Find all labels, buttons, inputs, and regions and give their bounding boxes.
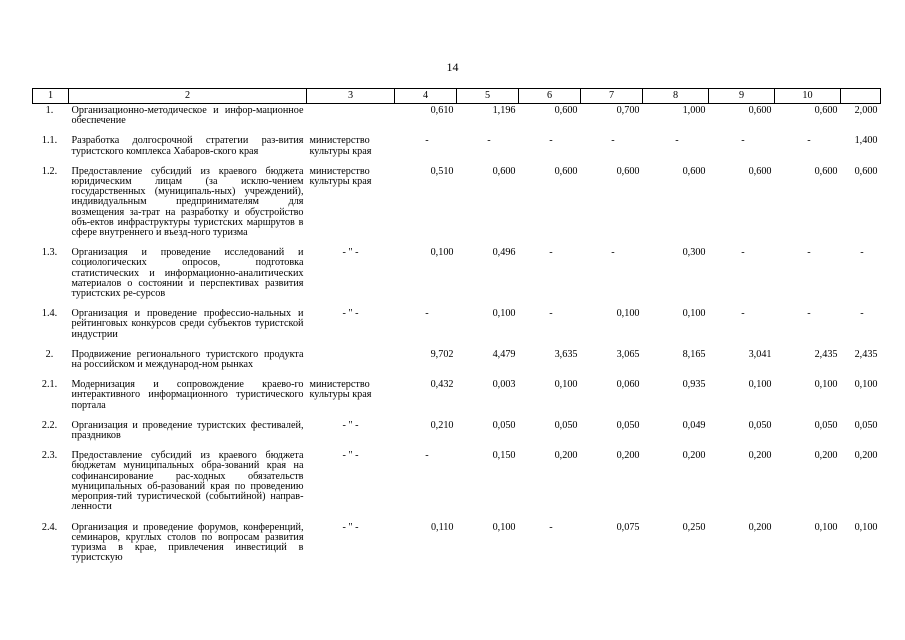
value-cell: - — [807, 308, 811, 320]
value-cell: 0,100 — [554, 379, 578, 391]
value-cell: 0,050 — [616, 419, 640, 431]
table-row — [33, 134, 881, 164]
executor — [307, 348, 395, 378]
value-cell: 0,935 — [682, 379, 706, 391]
executor: - " - — [342, 419, 359, 431]
value-cell: 0,100 — [748, 379, 772, 391]
value-cell: 0,050 — [854, 419, 878, 431]
header-cell-3: 3 — [307, 89, 395, 104]
value-cell: 0,200 — [854, 450, 878, 462]
value-cell: 0,600 — [748, 165, 772, 177]
value-cell: 0,600 — [682, 165, 706, 177]
value-cell: 0,110 — [430, 521, 454, 533]
value-cell: 0,700 — [616, 105, 640, 116]
table-row — [33, 449, 881, 520]
value-cell: 0,100 — [430, 247, 454, 259]
header-cell-11 — [841, 89, 881, 104]
measure-name: Организация и проведение профессио-нальных и рейтинговых конкурсов среди субъектов туристской индустрии — [71, 308, 304, 340]
header-cell-10: 10 — [775, 89, 841, 104]
header-cell-2: 2 — [69, 89, 307, 104]
value-cell: 1,000 — [682, 105, 706, 116]
value-cell: 9,702 — [430, 348, 454, 360]
row-number: 2.2. — [41, 419, 58, 431]
value-cell: - — [807, 247, 811, 259]
row-number: 1.4. — [41, 308, 58, 320]
measure-name: Предоставление субсидий из краевого бюджета юридическим лицам (за исклю-чением государственных (муниципаль-ных) учреждений), индивидуальным предпринимателям для возмещения за-трат на разработку и обустройство объ-ектов инфраструктуры туристских маршрутов в сфере внутреннего и въезд-ного туризма — [71, 165, 304, 239]
value-cell: 0,100 — [492, 521, 516, 533]
value-cell: - — [425, 135, 429, 147]
value-cell: 0,432 — [430, 379, 454, 391]
executor — [307, 104, 395, 135]
value-cell: 0,600 — [854, 165, 878, 177]
value-cell: - — [860, 247, 864, 259]
value-cell: 0,510 — [430, 165, 454, 177]
value-cell: 0,100 — [492, 308, 516, 320]
executor: - " - — [342, 521, 359, 533]
value-cell: 0,060 — [616, 379, 640, 391]
page-number: 14 — [446, 60, 459, 74]
value-cell: - — [549, 247, 553, 259]
value-cell: - — [549, 521, 553, 533]
measure-name: Организационно-методическое и инфор-мационное обеспечение — [71, 105, 304, 127]
value-cell: 0,150 — [492, 450, 516, 462]
table-row — [33, 307, 881, 348]
header-cell-7: 7 — [581, 89, 643, 104]
value-cell: 0,050 — [814, 419, 838, 431]
measure-name: Разработка долгосрочной стратегии раз-вития туристского комплекса Хабаров-ского края — [71, 135, 304, 157]
value-cell: - — [807, 135, 811, 147]
header-cell-4: 4 — [395, 89, 457, 104]
value-cell: 0,100 — [682, 308, 706, 320]
value-cell: 0,075 — [616, 521, 640, 533]
row-number: 1.1. — [41, 135, 58, 147]
measure-name: Организация и проведение форумов, конференций, семинаров, круглых столов по вопросам развития туризма в крае, привлечения инвестиций в туристскую — [71, 521, 304, 564]
executor: - " - — [342, 308, 359, 320]
value-cell: 0,050 — [554, 419, 578, 431]
value-cell: - — [860, 308, 864, 320]
value-cell: 1,400 — [854, 135, 878, 147]
table-row — [33, 419, 881, 449]
value-cell: - — [741, 308, 745, 320]
header-cell-5: 5 — [457, 89, 519, 104]
header-cell-6: 6 — [519, 89, 581, 104]
header-cell-9: 9 — [709, 89, 775, 104]
value-cell: 0,600 — [748, 105, 772, 116]
value-cell: 0,200 — [748, 521, 772, 533]
table-row — [33, 348, 881, 378]
value-cell: 0,100 — [814, 521, 838, 533]
row-number: 2.3. — [41, 450, 58, 462]
value-cell: 1,196 — [492, 105, 516, 116]
value-cell: 0,049 — [682, 419, 706, 431]
value-cell: - — [487, 135, 491, 147]
row-number: 2. — [45, 348, 54, 360]
table-body — [33, 104, 881, 572]
row-number: 1.2. — [41, 165, 58, 177]
header-cell-8: 8 — [643, 89, 709, 104]
value-cell: 0,200 — [682, 450, 706, 462]
executor: министерство культуры края — [309, 379, 372, 401]
executor: - " - — [342, 450, 359, 462]
value-cell: 0,250 — [682, 521, 706, 533]
table-row — [33, 104, 881, 135]
table-row — [33, 521, 881, 572]
value-cell: 0,100 — [814, 379, 838, 391]
value-cell: - — [741, 247, 745, 259]
value-cell: 0,100 — [854, 521, 878, 533]
table-row — [33, 165, 881, 246]
measure-name: Продвижение регионального туристского продукта на российском и международ-ном рынках — [71, 348, 304, 371]
value-cell: 0,100 — [616, 308, 640, 320]
value-cell: 3,041 — [748, 348, 772, 360]
value-cell: 0,600 — [554, 105, 578, 116]
measure-name: Организация и проведение туристских фестивалей, праздников — [71, 419, 304, 442]
executor: министерство культуры края — [309, 165, 372, 188]
row-number: 1. — [45, 105, 54, 116]
value-cell: 0,600 — [814, 105, 838, 116]
value-cell: - — [425, 308, 429, 320]
value-cell: 0,496 — [492, 247, 516, 259]
value-cell: - — [611, 135, 615, 147]
value-cell: - — [611, 247, 615, 259]
measure-name: Предоставление субсидий из краевого бюджета бюджетам муниципальных обра-зований края на софинансирование рас-ходных обязательств муниципальных об-разований края по проведению мероприя-тий туристической (событийной) направ-ленности — [71, 450, 304, 513]
value-cell: 0,100 — [854, 379, 878, 391]
table-row — [33, 246, 881, 307]
value-cell: 3,065 — [616, 348, 640, 360]
value-cell: 3,635 — [554, 348, 578, 360]
value-cell: 0,200 — [748, 450, 772, 462]
value-cell: 2,435 — [814, 348, 838, 360]
executor: - " - — [342, 247, 359, 259]
value-cell: 0,200 — [554, 450, 578, 462]
row-number: 2.4. — [41, 521, 58, 533]
value-cell: 2,435 — [854, 348, 878, 360]
value-cell: 0,210 — [430, 419, 454, 431]
header-cell-1: 1 — [33, 89, 69, 104]
row-number: 2.1. — [41, 379, 58, 391]
row-number: 1.3. — [41, 247, 58, 259]
value-cell: 0,300 — [682, 247, 706, 259]
value-cell: 0,003 — [492, 379, 516, 391]
value-cell: 4,479 — [492, 348, 516, 360]
header-row — [33, 89, 881, 104]
value-cell: - — [425, 450, 429, 462]
value-cell: - — [549, 135, 553, 147]
measure-name: Организация и проведение исследований и социологических опросов, подготовка статистических и информационно-аналитических материалов о состоянии и перспективах развития туристских ре-сурсов — [71, 247, 304, 300]
value-cell: - — [741, 135, 745, 147]
value-cell: 0,050 — [492, 419, 516, 431]
value-cell: 0,200 — [814, 450, 838, 462]
value-cell: 0,600 — [814, 165, 838, 177]
measure-name: Модернизация и сопровождение краево-го интерактивного информационного туристического портала — [71, 379, 304, 411]
value-cell: 0,600 — [492, 165, 516, 177]
value-cell: 0,600 — [554, 165, 578, 177]
value-cell: - — [549, 308, 553, 320]
value-cell: 0,600 — [616, 165, 640, 177]
table-row — [33, 378, 881, 419]
program-table — [32, 88, 881, 571]
executor: министерство культуры края — [309, 135, 372, 157]
value-cell: 0,050 — [748, 419, 772, 431]
value-cell: 0,200 — [616, 450, 640, 462]
value-cell: 8,165 — [682, 348, 706, 360]
value-cell: 0,610 — [430, 105, 454, 116]
value-cell: 2,000 — [854, 105, 878, 116]
value-cell: - — [675, 135, 679, 147]
